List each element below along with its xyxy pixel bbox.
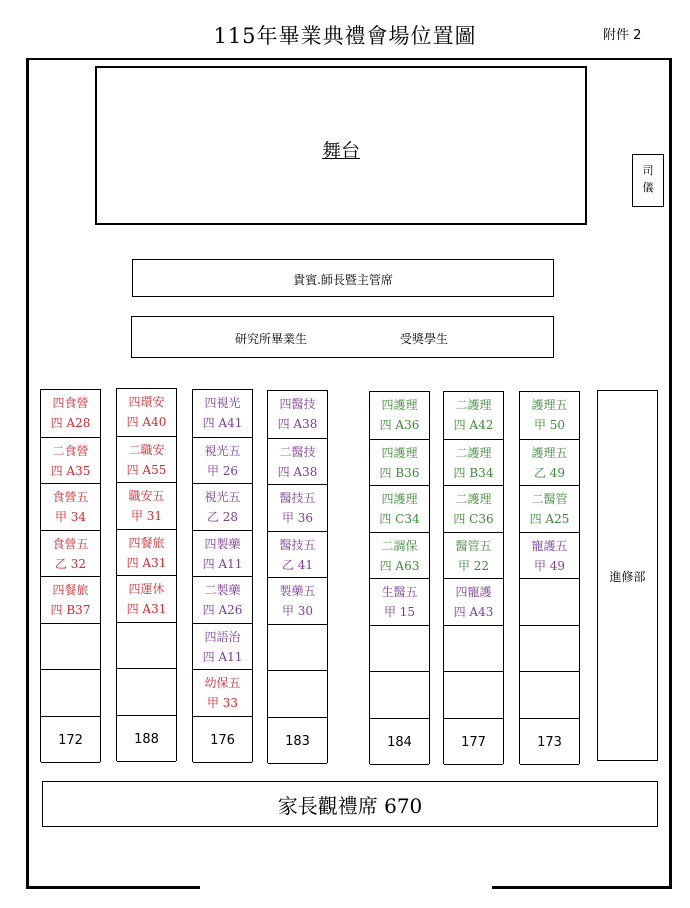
- seat-column-2: [116, 388, 177, 761]
- column-total: [117, 715, 176, 762]
- seat-block: [193, 623, 252, 670]
- class-name: [370, 672, 429, 675]
- class-count: 四 A31: [126, 555, 167, 570]
- class-name: 護理五: [531, 445, 568, 460]
- class-name: 二製藥: [204, 583, 241, 597]
- parents-seating: [42, 781, 658, 827]
- class-name: 二調保: [381, 538, 418, 553]
- seat-block: [444, 439, 503, 486]
- seat-block: [117, 575, 176, 622]
- class-name: 四護理: [381, 398, 418, 412]
- seat-block: [117, 622, 176, 669]
- seat-block: [193, 483, 252, 530]
- class-count: 四 A26: [202, 603, 243, 617]
- class-count: 甲 31: [130, 509, 163, 523]
- hall-wall-left: [26, 58, 29, 889]
- column-total-value: 172: [58, 732, 83, 748]
- seat-block: [444, 485, 503, 532]
- class-count: 四 A35: [50, 463, 91, 478]
- stage-label: 舞台: [321, 140, 360, 162]
- class-name: 二護理: [455, 398, 492, 412]
- seat-block: [117, 482, 176, 529]
- seat-block: [193, 669, 252, 716]
- class-name: [41, 624, 100, 627]
- class-name: [520, 579, 579, 582]
- column-total-value: 176: [210, 732, 235, 748]
- seat-block: [41, 576, 100, 623]
- seat-block: [193, 437, 252, 484]
- class-name: [520, 626, 579, 629]
- continuing-education-label: 進修部: [609, 570, 646, 584]
- seat-block: [41, 623, 100, 670]
- class-name: [370, 626, 429, 629]
- class-name: 四食營: [52, 396, 89, 410]
- column-total-value: 188: [134, 731, 159, 747]
- seat-block: [370, 392, 429, 439]
- seat-block: [193, 390, 252, 437]
- class-count: 四 A11: [202, 649, 243, 664]
- column-total: [370, 718, 429, 765]
- class-name: 二護理: [455, 445, 492, 460]
- seat-block: [370, 671, 429, 718]
- continuing-education-block: [597, 390, 658, 761]
- seat-block: [41, 483, 100, 530]
- class-count: 甲 22: [457, 558, 490, 573]
- guest-row: [132, 259, 554, 297]
- seat-column-6: [443, 391, 504, 764]
- page-title: 115年畢業典禮會場位置圖: [213, 24, 477, 48]
- seat-block: [370, 625, 429, 672]
- guest-row-label: 貴賓.師長暨主管席: [293, 273, 393, 287]
- class-count: 甲 50: [533, 418, 566, 432]
- class-name: 四製藥: [204, 536, 241, 551]
- seat-block: [520, 578, 579, 625]
- class-name: 護理五: [531, 398, 568, 412]
- seat-block: [370, 439, 429, 486]
- seat-block: [268, 484, 327, 531]
- seat-block: [520, 392, 579, 439]
- class-name: [117, 623, 176, 626]
- class-name: 食營五: [52, 536, 89, 551]
- column-total: [41, 716, 100, 763]
- seat-block: [520, 485, 579, 532]
- class-count: 四 B36: [379, 465, 420, 480]
- class-name: 四寵護: [455, 585, 492, 599]
- column-total: [193, 716, 252, 763]
- seat-block: [520, 439, 579, 486]
- seat-block: [444, 578, 503, 625]
- class-name: 四醫技: [279, 397, 316, 411]
- class-name: 視光五: [204, 443, 241, 458]
- seat-block: [268, 531, 327, 578]
- class-name: 生醫五: [381, 585, 418, 599]
- seat-block: [41, 669, 100, 716]
- class-name: 二職安: [128, 442, 165, 457]
- seat-block: [444, 671, 503, 718]
- class-name: 視光五: [204, 490, 241, 504]
- class-count: 甲 36: [281, 511, 314, 525]
- class-count: 乙 32: [54, 556, 87, 571]
- seat-column-1: [40, 389, 101, 762]
- class-count: 四 A41: [202, 416, 243, 430]
- mc-box: [632, 154, 664, 207]
- class-count: 四 A55: [126, 462, 167, 477]
- class-count: 四 A43: [453, 605, 494, 619]
- class-name: [268, 671, 327, 674]
- class-name: 四護理: [381, 492, 418, 506]
- class-count: 甲 26: [206, 463, 239, 478]
- class-count: 四 A38: [277, 464, 318, 479]
- class-name: [117, 669, 176, 672]
- column-total-value: 173: [537, 734, 562, 750]
- seat-block: [117, 436, 176, 483]
- seat-block: [268, 577, 327, 624]
- stage: [95, 66, 587, 225]
- class-name: 職安五: [128, 489, 165, 503]
- seat-block: [193, 576, 252, 623]
- hall-wall-right: [669, 58, 672, 889]
- class-count: 四 A42: [453, 418, 494, 432]
- seat-block: [370, 485, 429, 532]
- class-name: 四餐旅: [52, 583, 89, 597]
- seat-block: [117, 389, 176, 436]
- class-name: 四環安: [128, 395, 165, 409]
- seat-block: [444, 532, 503, 579]
- mc-label: 司 儀: [642, 164, 654, 194]
- graduate-row-left-label: 研究所畢業生: [235, 332, 308, 346]
- column-total-value: 183: [285, 733, 310, 749]
- seat-column-3: [192, 389, 253, 762]
- class-name: 二食營: [52, 443, 89, 458]
- class-name: 四護理: [381, 445, 418, 460]
- seat-column-5: [369, 391, 430, 764]
- seat-column-4: [267, 390, 328, 763]
- column-total: [444, 718, 503, 765]
- seat-block: [41, 390, 100, 437]
- class-name: [41, 670, 100, 673]
- class-count: 甲 34: [54, 510, 87, 524]
- class-name: [520, 672, 579, 675]
- class-count: 四 B34: [453, 465, 494, 480]
- seat-block: [193, 530, 252, 577]
- class-name: [444, 626, 503, 629]
- class-count: 四 A63: [379, 558, 420, 573]
- class-name: [268, 625, 327, 628]
- class-name: 四視光: [204, 396, 241, 410]
- class-name: [444, 672, 503, 675]
- class-count: 甲 33: [206, 696, 239, 710]
- attachment-label: 附件 2: [603, 28, 642, 43]
- column-total: [520, 718, 579, 765]
- class-count: 四 A36: [379, 418, 420, 432]
- graduate-row: [131, 316, 554, 358]
- class-count: 甲 30: [281, 604, 314, 618]
- class-name: 寵護五: [531, 538, 568, 553]
- class-name: 醫管五: [455, 538, 492, 553]
- class-count: 四 A31: [126, 602, 167, 616]
- seat-block: [268, 391, 327, 438]
- class-count: 甲 15: [383, 605, 416, 619]
- class-count: 甲 49: [533, 558, 566, 573]
- class-name: 二醫技: [279, 444, 316, 459]
- seat-block: [117, 668, 176, 715]
- seat-block: [520, 532, 579, 579]
- class-count: 四 A28: [50, 416, 91, 430]
- seat-block: [370, 578, 429, 625]
- class-name: 醫技五: [279, 491, 316, 505]
- hall-wall-bottom-right: [492, 886, 672, 889]
- hall-wall-top: [26, 58, 672, 60]
- seat-block: [370, 532, 429, 579]
- class-count: 四 A25: [529, 512, 570, 526]
- class-name: 幼保五: [204, 676, 241, 690]
- seat-block: [41, 437, 100, 484]
- class-name: 醫技五: [279, 537, 316, 552]
- class-name: 四運休: [128, 582, 165, 596]
- class-name: 製藥五: [279, 584, 316, 598]
- graduate-row-right-label: 受獎學生: [400, 332, 449, 346]
- class-count: 四 A38: [277, 417, 318, 431]
- seat-block: [268, 624, 327, 671]
- column-total-value: 184: [387, 734, 412, 750]
- class-count: 乙 41: [281, 557, 314, 572]
- class-count: 四 A40: [126, 415, 167, 429]
- class-count: 乙 49: [533, 465, 566, 480]
- seat-block: [444, 625, 503, 672]
- parents-seating-label: 家長觀禮席 670: [277, 794, 423, 818]
- class-count: 乙 28: [206, 510, 239, 524]
- class-name: 二醫管: [531, 492, 568, 506]
- seat-block: [268, 438, 327, 485]
- class-name: 四餐旅: [128, 535, 165, 550]
- seat-block: [520, 671, 579, 718]
- class-count: 四 A11: [202, 556, 243, 571]
- seat-block: [268, 670, 327, 717]
- class-count: 四 C34: [379, 512, 420, 526]
- seat-block: [444, 392, 503, 439]
- class-count: 四 C36: [453, 512, 494, 526]
- class-name: 四語治: [204, 629, 241, 644]
- class-name: 食營五: [52, 490, 89, 504]
- seat-block: [117, 529, 176, 576]
- column-total: [268, 717, 327, 764]
- column-total-value: 177: [461, 734, 486, 750]
- seat-column-7: [519, 391, 580, 764]
- seat-block: [520, 625, 579, 672]
- hall-wall-bottom-left: [26, 886, 200, 889]
- class-count: 四 B37: [50, 603, 91, 617]
- seat-block: [41, 530, 100, 577]
- class-name: 二護理: [455, 492, 492, 506]
